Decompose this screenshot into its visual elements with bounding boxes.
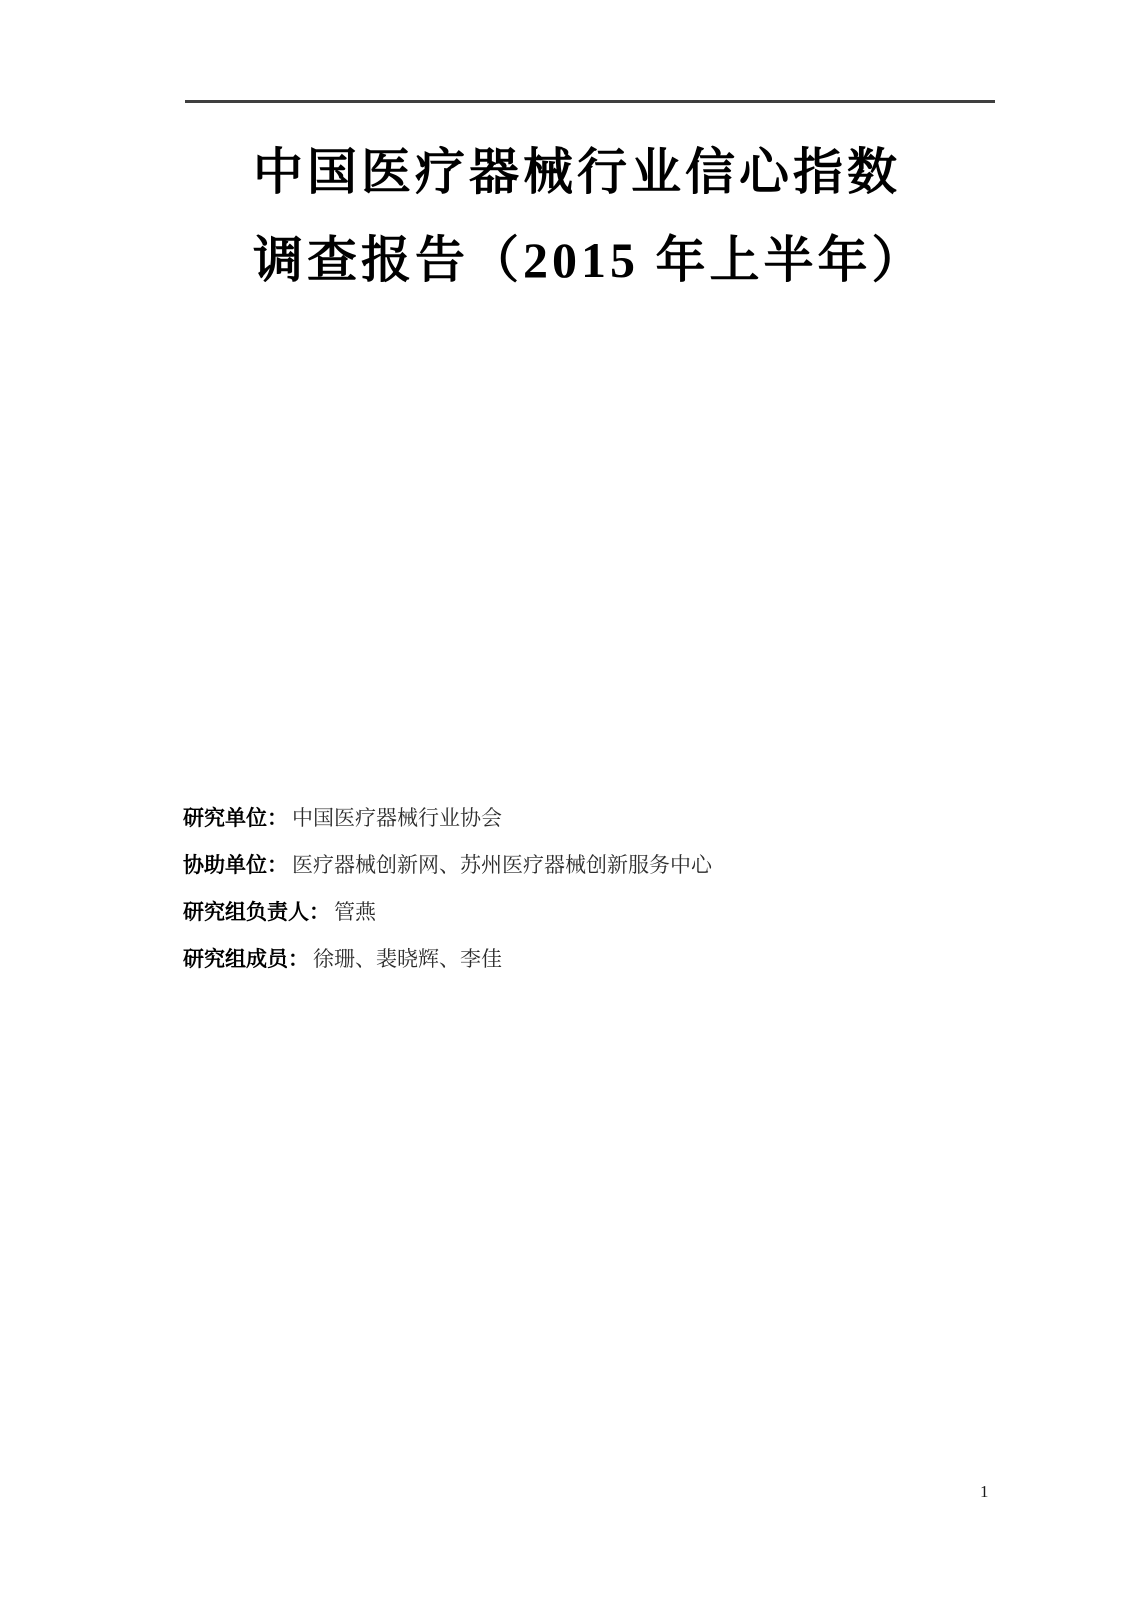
document-title <box>253 128 926 304</box>
credit-row-group-members <box>183 946 712 972</box>
document-title-line-1: 中国医疗器械行业信心指数 <box>253 144 901 200</box>
credits-block <box>183 805 712 993</box>
credit-row-assisting-unit <box>183 852 712 878</box>
credit-value-assisting-unit: 医疗器械创新网、苏州医疗器械创新服务中心 <box>292 853 712 877</box>
credit-label-research-unit: 研究单位： <box>183 806 288 830</box>
credit-label-group-leader: 研究组负责人： <box>183 900 330 924</box>
page-number: 1 <box>980 1482 989 1501</box>
credit-value-group-members: 徐珊、裴晓辉、李佳 <box>313 947 502 971</box>
credit-value-group-leader: 管燕 <box>334 900 376 924</box>
header-rule-divider <box>185 100 995 103</box>
credit-row-group-leader <box>183 899 712 925</box>
document-title-line-2: 调查报告（2015 年上半年） <box>253 232 926 288</box>
credit-label-assisting-unit: 协助单位： <box>183 853 288 877</box>
credit-value-research-unit: 中国医疗器械行业协会 <box>292 806 502 830</box>
credit-row-research-unit <box>183 805 712 831</box>
credit-label-group-members: 研究组成员： <box>183 947 309 971</box>
